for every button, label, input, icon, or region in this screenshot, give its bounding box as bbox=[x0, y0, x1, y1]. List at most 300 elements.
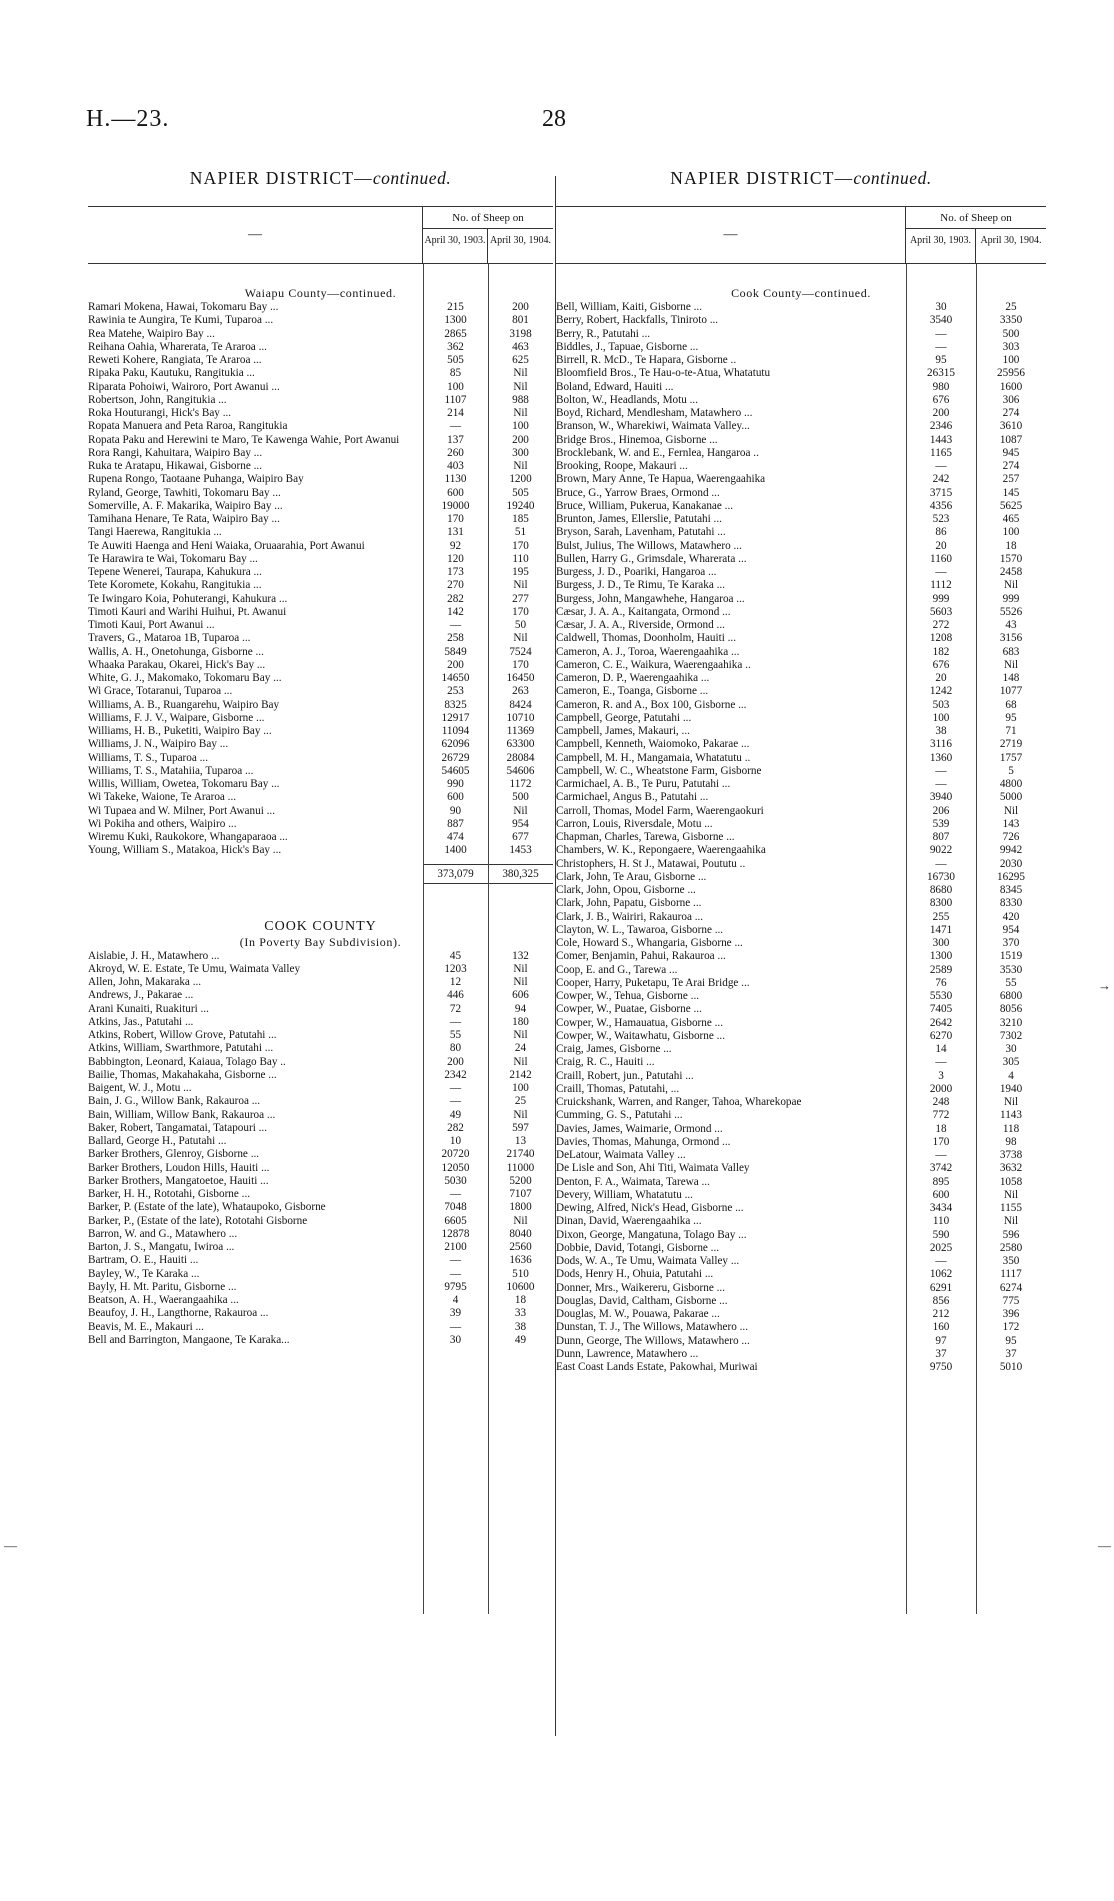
table-row bbox=[88, 1148, 553, 1161]
table-row bbox=[88, 672, 553, 685]
sheep-1903: 92 bbox=[449, 539, 462, 552]
table-row bbox=[556, 500, 1046, 513]
owner-name: Burgess, J. D., Poariki, Hangaroa ... bbox=[556, 566, 717, 578]
owner-name: Dewing, Alfred, Nick's Head, Gisborne ... bbox=[556, 1202, 744, 1214]
sheep-1904: 801 bbox=[512, 314, 529, 327]
owner-name: Denton, F. A., Waimata, Tarewa ... bbox=[556, 1175, 710, 1188]
owner-name: Travers, G., Mataroa 1B, Tuparoa ... bbox=[88, 632, 251, 645]
table-row bbox=[556, 1361, 1046, 1374]
district-title: NAPIER DISTRICT—continued. bbox=[189, 168, 452, 188]
owner-name: Te Harawira te Wai, Tokomaru Bay ... bbox=[88, 552, 258, 565]
sheep-1904: Nil bbox=[1003, 1096, 1019, 1108]
owner-name: Atkins, Jas., Patutahi ... bbox=[88, 1015, 194, 1028]
table-row bbox=[88, 593, 553, 606]
owner-name: Williams, T. S., Matahiia, Tuparoa ... bbox=[88, 764, 254, 777]
owner-name: Te Auwiti Haenga and Heni Waiaka, Oruaarahia, Port Awanui bbox=[88, 539, 365, 552]
table-row bbox=[556, 1003, 1046, 1016]
sheep-1903: 590 bbox=[932, 1228, 950, 1241]
sheep-1904: 8424 bbox=[509, 698, 532, 711]
owner-name: Riparata Pohoiwi, Wairoro, Port Awanui ... bbox=[88, 380, 280, 393]
sheep-1903: 1203 bbox=[444, 962, 467, 975]
owner-name: Cæsar, J. A. A., Riverside, Ormond ... bbox=[556, 619, 725, 631]
table-row bbox=[88, 1122, 553, 1135]
table-row bbox=[88, 1029, 553, 1042]
rows-cook bbox=[88, 950, 553, 1348]
sheep-1903: 6605 bbox=[444, 1214, 467, 1227]
table-row bbox=[88, 354, 553, 367]
sheep-1904: 1570 bbox=[999, 552, 1023, 565]
sheep-1903: 54605 bbox=[441, 764, 470, 777]
owner-name: Carmichael, A. B., Te Puru, Patutahi ... bbox=[556, 778, 731, 790]
year-1903-header: April 30, 1903. bbox=[423, 229, 488, 263]
table-row bbox=[88, 473, 553, 486]
table-row bbox=[88, 1188, 553, 1201]
owner-name: Bayly, H. Mt. Paritu, Gisborne ... bbox=[88, 1280, 237, 1293]
sheep-1903: 95 bbox=[935, 354, 947, 366]
table-row bbox=[88, 725, 553, 738]
sheep-1904: 420 bbox=[1002, 910, 1020, 923]
table-row bbox=[556, 831, 1046, 844]
owner-name: Ropata Manuera and Peta Raroa, Rangitukia bbox=[88, 420, 288, 433]
sheep-1903: 446 bbox=[447, 989, 464, 1002]
table-row bbox=[556, 858, 1046, 871]
sheep-1903: 5603 bbox=[929, 605, 953, 618]
owner-name: Rawinia te Aungira, Te Kumi, Tuparoa ... bbox=[88, 314, 274, 327]
table-row bbox=[88, 579, 553, 592]
owner-name: Donner, Mrs., Waikereru, Gisborne ... bbox=[556, 1281, 726, 1294]
sheep-1903: 503 bbox=[932, 698, 950, 711]
sheep-1903: 182 bbox=[932, 645, 950, 658]
sheep-1904: 3156 bbox=[999, 632, 1023, 645]
sheep-1904: 6274 bbox=[999, 1281, 1023, 1294]
sheep-1904: Nil bbox=[513, 380, 528, 393]
sheep-1903: 887 bbox=[447, 817, 464, 830]
sheep-1903: 8300 bbox=[929, 897, 953, 910]
owner-name: Arani Kunaiti, Ruakituri ... bbox=[88, 1002, 209, 1015]
margin-mark: → bbox=[1098, 978, 1111, 993]
owner-name: Clark, J. B., Wairiri, Rakauroa ... bbox=[556, 910, 704, 923]
sheep-1903: — bbox=[935, 327, 947, 340]
sheep-1904: 200 bbox=[512, 301, 529, 313]
owner-name: Aislabie, J. H., Matawhero ... bbox=[88, 949, 220, 962]
owner-name: Campbell, Kenneth, Waiomoko, Pakarae ... bbox=[556, 738, 750, 751]
table-row bbox=[556, 1149, 1046, 1162]
sheep-1904: 11369 bbox=[506, 725, 535, 737]
sheep-1903: 1242 bbox=[929, 685, 953, 698]
owner-name: Cumming, G. S., Patutahi ... bbox=[556, 1109, 683, 1122]
table-row bbox=[88, 1294, 553, 1307]
sheep-1904: 172 bbox=[1002, 1321, 1020, 1334]
table-row bbox=[88, 381, 553, 394]
total-1903: 373,079 bbox=[423, 864, 488, 884]
table-row bbox=[556, 1321, 1046, 1334]
sheep-1904: 6800 bbox=[999, 990, 1023, 1002]
sheep-1904: 2030 bbox=[999, 857, 1023, 870]
table-row bbox=[556, 1215, 1046, 1228]
owner-name: Wi Pokiha and others, Waipiro ... bbox=[88, 817, 237, 830]
sheep-1904: 1636 bbox=[509, 1254, 532, 1267]
sheep-1904: 51 bbox=[514, 526, 527, 539]
sheep-1903: 3116 bbox=[930, 738, 952, 751]
sheep-1904: 2560 bbox=[509, 1241, 532, 1253]
sheep-1904: 170 bbox=[512, 658, 529, 671]
table-row bbox=[88, 566, 553, 579]
sheep-1904: 463 bbox=[512, 340, 529, 353]
table-row bbox=[556, 725, 1046, 738]
table-row bbox=[556, 367, 1046, 380]
sheep-1904: 25 bbox=[514, 1095, 527, 1108]
owner-name: Campbell, George, Patutahi ... bbox=[556, 711, 692, 724]
table-row bbox=[88, 989, 553, 1002]
sheep-1903: — bbox=[449, 1254, 462, 1267]
sheep-1904: Nil bbox=[513, 407, 528, 419]
table-row bbox=[556, 937, 1046, 950]
sheep-1904: 5625 bbox=[999, 499, 1023, 512]
table-row bbox=[88, 1281, 553, 1294]
owner-name: Dinan, David, Waerengaahika ... bbox=[556, 1215, 702, 1228]
owner-name: Caldwell, Thomas, Doonholm, Hauiti ... bbox=[556, 632, 737, 645]
sheep-header bbox=[423, 207, 553, 263]
owner-name: Babbington, Leonard, Kaiaua, Tolago Bay .. bbox=[88, 1055, 286, 1068]
owner-name: Barron, W. and G., Matawhero ... bbox=[88, 1227, 238, 1240]
table-row bbox=[88, 407, 553, 420]
table-row bbox=[556, 1136, 1046, 1149]
table-row bbox=[88, 1201, 553, 1214]
sheep-1903: 37 bbox=[935, 1347, 947, 1360]
sheep-1904: 5 bbox=[1008, 764, 1014, 777]
owner-name: Barker, H. H., Rototahi, Gisborne ... bbox=[88, 1188, 251, 1200]
table-row bbox=[556, 1109, 1046, 1122]
table-row bbox=[88, 1042, 553, 1055]
owner-name: Robertson, John, Rangitukia ... bbox=[88, 393, 227, 406]
year-1904-header: April 30, 1904. bbox=[489, 235, 552, 246]
sheep-1904: Nil bbox=[513, 804, 528, 817]
table-row bbox=[88, 752, 553, 765]
sheep-1903: 4 bbox=[452, 1294, 459, 1306]
sheep-1904: Nil bbox=[513, 632, 528, 645]
sheep-1903: — bbox=[935, 340, 947, 353]
sheep-1903: 200 bbox=[447, 658, 464, 671]
sheep-1903: 980 bbox=[932, 380, 950, 393]
sheep-1904: Nil bbox=[1003, 579, 1019, 592]
table-row bbox=[556, 950, 1046, 963]
table-row bbox=[556, 884, 1046, 897]
sheep-1904: 1172 bbox=[509, 778, 532, 790]
owner-name: Ruka te Aratapu, Hikawai, Gisborne ... bbox=[88, 460, 262, 472]
sheep-1904: 30 bbox=[1005, 1043, 1017, 1055]
sheep-1904: 1600 bbox=[999, 380, 1023, 393]
sheep-1903: 19000 bbox=[441, 499, 470, 512]
sheep-1904: 100 bbox=[1002, 526, 1020, 539]
sheep-1903: 9750 bbox=[929, 1361, 953, 1373]
table-row bbox=[88, 328, 553, 341]
owner-name: Beaufoy, J. H., Langthorne, Rakauroa ... bbox=[88, 1307, 269, 1320]
owner-name: Reihana Oahia, Wharerata, Te Araroa ... bbox=[88, 340, 267, 353]
sheep-1904: 4 bbox=[1008, 1069, 1014, 1082]
section-heading: COOK COUNTY bbox=[264, 918, 377, 934]
owner-name: Barker Brothers, Mangatoetoe, Hauiti ... bbox=[88, 1174, 269, 1187]
sheep-1903: 1165 bbox=[930, 446, 952, 459]
left-table-body bbox=[88, 264, 553, 1347]
sheep-1903: 3742 bbox=[929, 1162, 953, 1175]
table-row bbox=[556, 990, 1046, 1003]
table-row bbox=[556, 526, 1046, 539]
sheep-1904: 148 bbox=[1002, 672, 1020, 684]
sheep-1904: 303 bbox=[1002, 340, 1020, 353]
sheep-1904: 274 bbox=[1002, 460, 1020, 472]
table-row bbox=[88, 526, 553, 539]
sheep-1904: 55 bbox=[1005, 976, 1017, 989]
owner-name: Wiremu Kuki, Raukokore, Whangaparaoa ... bbox=[88, 831, 288, 843]
owner-name: White, G. J., Makomako, Tokomaru Bay ... bbox=[88, 672, 282, 684]
sheep-1903: 120 bbox=[447, 552, 464, 565]
sheep-1903: 300 bbox=[932, 937, 950, 949]
sheep-1903: 26729 bbox=[441, 751, 470, 764]
sheep-1903: — bbox=[935, 566, 947, 578]
owner-name: Barker, P., (Estate of the late), Rototahi Gisborne bbox=[88, 1214, 308, 1227]
owner-name: Campbell, James, Makauri, ... bbox=[556, 725, 690, 737]
sheep-1904: 7302 bbox=[999, 1029, 1023, 1042]
sheep-1904: 110 bbox=[512, 552, 529, 565]
sheep-1903: 200 bbox=[932, 407, 950, 419]
sheep-1903: 5849 bbox=[444, 645, 467, 658]
sheep-1904: 18 bbox=[514, 1294, 527, 1306]
sheep-1903: 539 bbox=[932, 817, 950, 830]
sheep-1904: 257 bbox=[1002, 473, 1020, 486]
sheep-1903: — bbox=[935, 1255, 947, 1267]
table-row bbox=[556, 1096, 1046, 1109]
owner-name: Craig, James, Gisborne ... bbox=[556, 1043, 672, 1055]
sheep-1903: 1300 bbox=[444, 314, 467, 327]
owner-name: Davies, James, Waimarie, Ormond ... bbox=[556, 1122, 723, 1135]
owner-name: Rupena Rongo, Taotaane Puhanga, Waipiro Bay bbox=[88, 473, 304, 486]
sheep-1903: 76 bbox=[935, 976, 947, 989]
sheep-1904: 2458 bbox=[999, 566, 1023, 578]
table-row bbox=[556, 553, 1046, 566]
table-row bbox=[556, 447, 1046, 460]
sheep-1904: 10710 bbox=[506, 711, 535, 724]
sheep-1904: 63300 bbox=[506, 738, 535, 751]
table-row bbox=[556, 699, 1046, 712]
table-row bbox=[556, 301, 1046, 314]
table-row bbox=[88, 1056, 553, 1069]
sheep-1904: 305 bbox=[1002, 1056, 1020, 1069]
sheep-1903: 16730 bbox=[927, 870, 955, 883]
owner-name: Bullen, Harry G., Grimsdale, Wharerata ... bbox=[556, 552, 747, 565]
sheep-1903: 160 bbox=[932, 1321, 950, 1334]
sheep-1904: 11000 bbox=[506, 1161, 535, 1174]
owner-name: Andrews, J., Pakarae ... bbox=[88, 989, 194, 1002]
sheep-1904: 8040 bbox=[509, 1227, 532, 1240]
sheep-1903: — bbox=[449, 1082, 462, 1094]
table-row bbox=[88, 420, 553, 433]
owner-name: Reweti Kohere, Rangiata, Te Araroa ... bbox=[88, 354, 262, 366]
owner-name: Bain, William, Willow Bank, Rakauroa ... bbox=[88, 1108, 276, 1121]
sheep-1904: Nil bbox=[513, 460, 528, 472]
owner-name: Baigent, W. J., Motu ... bbox=[88, 1082, 192, 1094]
table-row bbox=[88, 1268, 553, 1281]
table-row bbox=[88, 1307, 553, 1320]
sheep-1903: 2342 bbox=[444, 1068, 467, 1081]
table-row bbox=[556, 672, 1046, 685]
sheep-1904: 1155 bbox=[1000, 1202, 1022, 1214]
sheep-1903: 505 bbox=[447, 354, 464, 366]
sheep-1904: 118 bbox=[1002, 1122, 1020, 1135]
table-row bbox=[556, 685, 1046, 698]
table-row bbox=[556, 619, 1046, 632]
owner-name: Somerville, A. F. Makarika, Waipiro Bay ... bbox=[88, 499, 283, 512]
sheep-1904: 510 bbox=[512, 1267, 529, 1280]
sheep-1903: 4356 bbox=[929, 499, 953, 512]
sheep-1904: 3738 bbox=[999, 1149, 1023, 1161]
sheep-1903: 12917 bbox=[441, 711, 470, 724]
table-row bbox=[88, 659, 553, 672]
owner-name: Berry, Robert, Hackfalls, Tiniroto ... bbox=[556, 314, 719, 327]
sheep-1904: 1143 bbox=[1000, 1109, 1022, 1122]
table-row bbox=[556, 593, 1046, 606]
table-row bbox=[88, 738, 553, 751]
sheep-1904: 25956 bbox=[997, 367, 1025, 380]
owner-name: Atkins, William, Swarthmore, Patutahi ... bbox=[88, 1042, 274, 1055]
sheep-1904: 1453 bbox=[509, 844, 532, 857]
table-row bbox=[556, 738, 1046, 751]
owner-name: Williams, A. B., Ruangarehu, Waipiro Bay bbox=[88, 698, 280, 711]
sheep-1904: 596 bbox=[1002, 1228, 1020, 1241]
table-row bbox=[88, 301, 553, 314]
total-1904: 380,325 bbox=[488, 864, 553, 884]
table-row bbox=[88, 1016, 553, 1029]
table-row bbox=[88, 367, 553, 380]
sheep-1904: 1077 bbox=[999, 685, 1023, 698]
table-row bbox=[88, 950, 553, 963]
table-row bbox=[88, 553, 553, 566]
owner-name: Dunn, Lawrence, Matawhero ... bbox=[556, 1347, 699, 1360]
sheep-1904: 1757 bbox=[999, 751, 1023, 764]
sheep-1903: — bbox=[935, 778, 947, 790]
sheep-1903: 10 bbox=[449, 1135, 462, 1147]
table-row bbox=[556, 1043, 1046, 1056]
sheep-1904: 465 bbox=[1002, 513, 1020, 525]
sheep-1903: 12 bbox=[449, 976, 462, 988]
sheep-1904: 2580 bbox=[999, 1241, 1023, 1254]
owner-name: Biddles, J., Tapuae, Gisborne ... bbox=[556, 340, 699, 353]
sheep-1904: 71 bbox=[1005, 725, 1017, 737]
sheep-1903: 14650 bbox=[441, 672, 470, 684]
rows-cook-continued bbox=[556, 301, 1046, 1374]
table-row bbox=[556, 1056, 1046, 1069]
sheep-1903: 85 bbox=[449, 367, 462, 380]
sheep-1903: 86 bbox=[935, 526, 947, 539]
sheep-1904: 33 bbox=[514, 1307, 527, 1320]
sheep-1904: Nil bbox=[1003, 1215, 1019, 1228]
owner-name: Cameron, D. P., Waerengaahika ... bbox=[556, 672, 710, 684]
table-header bbox=[88, 206, 553, 264]
sheep-1903: 9022 bbox=[929, 844, 953, 857]
sheep-1903: 282 bbox=[447, 1121, 464, 1134]
sheep-header-title: No. of Sheep on bbox=[423, 207, 553, 229]
table-row bbox=[88, 1003, 553, 1016]
year-1903-header: April 30, 1903. bbox=[906, 229, 976, 263]
owner-name: Craill, Thomas, Patutahi, ... bbox=[556, 1082, 680, 1095]
sheep-1904: 25 bbox=[1005, 301, 1017, 313]
table-row bbox=[556, 659, 1046, 672]
sheep-1903: 90 bbox=[449, 804, 462, 817]
sheep-1904: 95 bbox=[1005, 711, 1017, 724]
owner-name: Dobbie, David, Totangi, Gisborne ... bbox=[556, 1241, 720, 1254]
sheep-1903: 258 bbox=[447, 632, 464, 645]
owner-name: Clark, John, Opou, Gisborne ... bbox=[556, 884, 696, 896]
sheep-1903: 137 bbox=[447, 433, 464, 446]
owner-name: Cameron, E., Toanga, Gisborne ... bbox=[556, 685, 709, 698]
sheep-1904: 4800 bbox=[999, 778, 1023, 790]
section-heading: Cook County—continued. bbox=[731, 286, 871, 300]
owner-name: Wi Takeke, Waione, Te Araroa ... bbox=[88, 791, 237, 804]
owner-name: Williams, T. S., Tuparoa ... bbox=[88, 751, 209, 764]
owner-name: Campbell, W. C., Wheatstone Farm, Gisborne bbox=[556, 764, 762, 777]
column-rule bbox=[976, 264, 977, 1614]
table-row bbox=[88, 1095, 553, 1108]
sheep-1904: 28084 bbox=[506, 751, 535, 764]
table-row bbox=[88, 1069, 553, 1082]
owner-name: Bayley, W., Te Karaka ... bbox=[88, 1267, 200, 1280]
sheep-1904: 16450 bbox=[506, 672, 535, 684]
sheep-1904: 8056 bbox=[999, 1003, 1023, 1016]
sheep-1904: 274 bbox=[1002, 407, 1020, 419]
table-row bbox=[556, 897, 1046, 910]
margin-mark: — bbox=[1098, 1538, 1111, 1553]
sheep-1903: 362 bbox=[447, 340, 464, 353]
table-row bbox=[88, 500, 553, 513]
sheep-1903: — bbox=[935, 1056, 947, 1069]
table-row bbox=[88, 460, 553, 473]
table-row bbox=[556, 1202, 1046, 1215]
sheep-1904: 18 bbox=[1005, 539, 1017, 552]
sheep-1903: 72 bbox=[449, 1002, 462, 1015]
owner-name: Barker Brothers, Loudon Hills, Hauiti ... bbox=[88, 1161, 270, 1174]
table-row bbox=[88, 1321, 553, 1334]
sheep-1903: 12878 bbox=[441, 1227, 470, 1240]
table-row bbox=[88, 685, 553, 698]
sheep-1904: Nil bbox=[513, 579, 528, 592]
sheep-1903: 1400 bbox=[444, 844, 467, 857]
sheep-1903: 1062 bbox=[929, 1268, 953, 1281]
table-row bbox=[88, 976, 553, 989]
sheep-1903: 215 bbox=[447, 301, 464, 313]
owner-name: Bolton, W., Headlands, Motu ... bbox=[556, 393, 699, 406]
sheep-1904: 3350 bbox=[999, 314, 1023, 327]
owner-name: Boyd, Richard, Mendlesham, Matawhero ... bbox=[556, 407, 753, 419]
sheep-1903: 11094 bbox=[441, 725, 470, 737]
owner-name: Cameron, R. and A., Box 100, Gisborne ... bbox=[556, 698, 747, 711]
table-row bbox=[88, 487, 553, 500]
owner-name: Ropata Paku and Herewini te Maro, Te Kawenga Wahie, Port Awanui bbox=[88, 433, 400, 446]
sheep-1903: 170 bbox=[932, 1135, 950, 1148]
owner-name: Carmichael, Angus B., Patutahi ... bbox=[556, 791, 709, 804]
owner-name: Williams, F. J. V., Waipare, Gisborne ... bbox=[88, 711, 265, 724]
owner-name: Tamihana Henare, Te Rata, Waipiro Bay ... bbox=[88, 513, 280, 525]
owner-name: Cameron, A. J., Toroa, Waerengaahika ... bbox=[556, 645, 740, 658]
owner-name: Tete Koromete, Kokahu, Rangitukia ... bbox=[88, 579, 262, 592]
table-row bbox=[88, 341, 553, 354]
sheep-1903: 600 bbox=[447, 791, 464, 804]
table-row bbox=[88, 963, 553, 976]
sheep-1903: 100 bbox=[932, 711, 950, 724]
sheep-1904: 54606 bbox=[506, 764, 535, 777]
sheep-1904: 100 bbox=[512, 420, 529, 433]
sheep-1903: 1112 bbox=[930, 579, 952, 592]
owner-name: Douglas, David, Caltham, Gisborne ... bbox=[556, 1294, 728, 1307]
owner-name: Carroll, Thomas, Model Farm, Waerengaokuri bbox=[556, 804, 764, 817]
